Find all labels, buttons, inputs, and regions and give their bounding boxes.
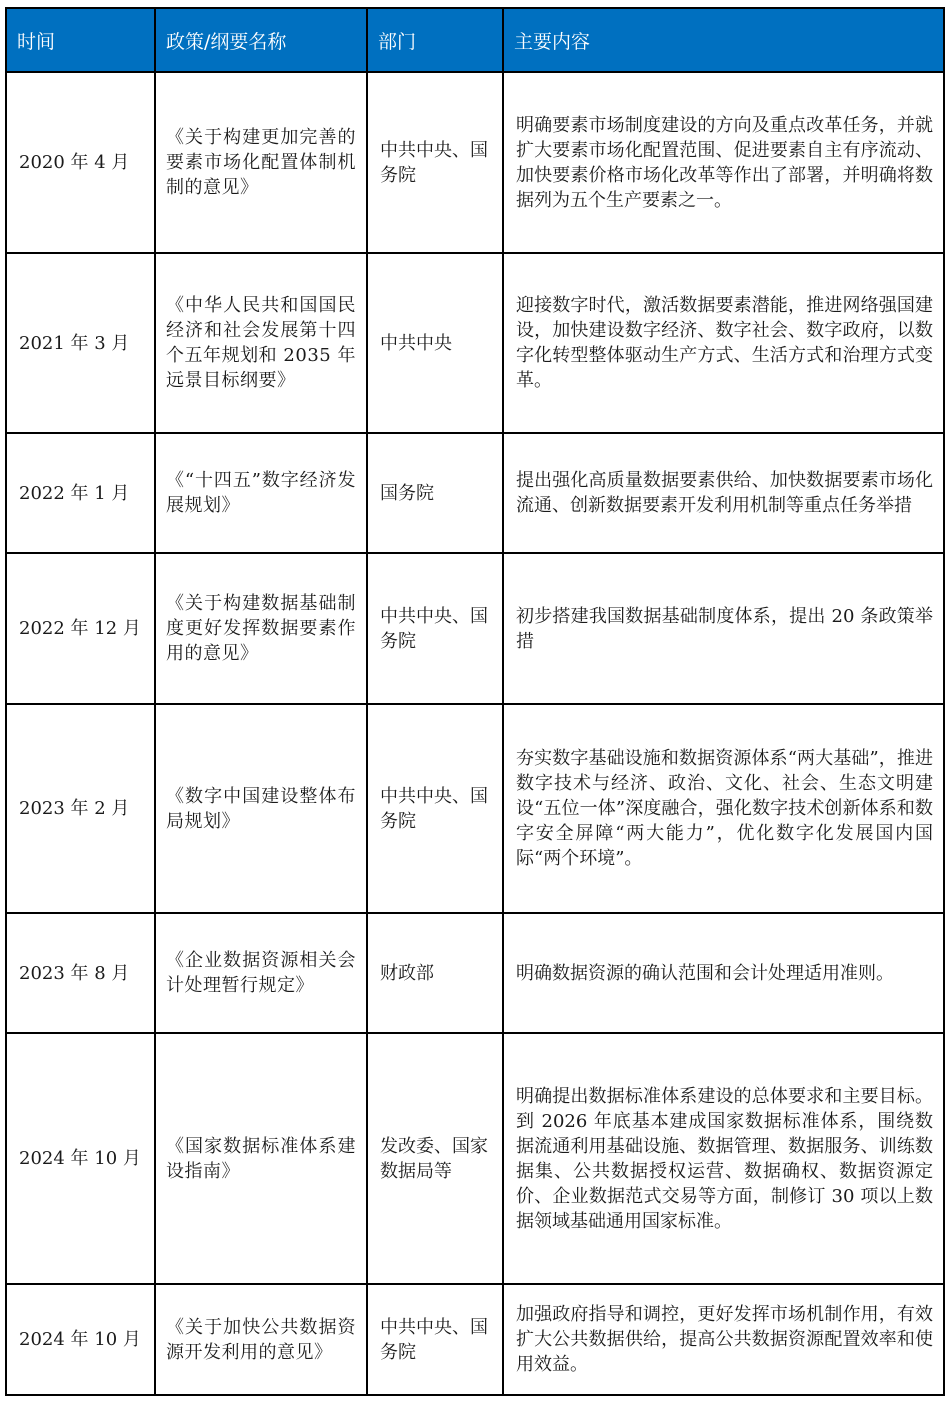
cell-department: 发改委、国家数据局等 [367, 1033, 503, 1284]
cell-policy-name: 《中华人民共和国国民经济和社会发展第十四个五年规划和 2035 年远景目标纲要》 [155, 253, 367, 433]
cell-policy-name: 《“十四五”数字经济发展规划》 [155, 433, 367, 553]
cell-department: 中共中央、国务院 [367, 553, 503, 704]
cell-department: 中共中央 [367, 253, 503, 433]
table-row [6, 1284, 944, 1395]
cell-department: 财政部 [367, 913, 503, 1033]
table-body [6, 72, 944, 1395]
cell-main-content: 夯实数字基础设施和数据资源体系“两大基础”，推进数字技术与经济、政治、文化、社会、生态文明建设“五位一体”深度融合，强化数字技术创新体系和数字安全屏障“两大能力”，优化数字化发展国内国际“两个环境”。 [503, 704, 944, 913]
cell-department: 中共中央、国务院 [367, 704, 503, 913]
cell-time: 2024 年 10 月 [6, 1284, 155, 1395]
cell-time: 2022 年 1 月 [6, 433, 155, 553]
cell-policy-name: 《关于构建数据基础制度更好发挥数据要素作用的意见》 [155, 553, 367, 704]
cell-time: 2024 年 10 月 [6, 1033, 155, 1284]
cell-time: 2020 年 4 月 [6, 72, 155, 253]
cell-main-content: 明确数据资源的确认范围和会计处理适用准则。 [503, 913, 944, 1033]
cell-department: 中共中央、国务院 [367, 1284, 503, 1395]
cell-main-content: 明确要素市场制度建设的方向及重点改革任务，并就扩大要素市场化配置范围、促进要素自主有序流动、加快要素价格市场化改革等作出了部署，并明确将数据列为五个生产要素之一。 [503, 72, 944, 253]
cell-department: 国务院 [367, 433, 503, 553]
table-row [6, 433, 944, 553]
header-time: 时间 [6, 8, 155, 72]
header-main-content: 主要内容 [503, 8, 944, 72]
table-row [6, 1033, 944, 1284]
cell-policy-name: 《关于构建更加完善的要素市场化配置体制机制的意见》 [155, 72, 367, 253]
cell-department: 中共中央、国务院 [367, 72, 503, 253]
cell-time: 2023 年 2 月 [6, 704, 155, 913]
table-row [6, 253, 944, 433]
header-policy-name: 政策/纲要名称 [155, 8, 367, 72]
cell-main-content: 初步搭建我国数据基础制度体系，提出 20 条政策举措 [503, 553, 944, 704]
cell-time: 2023 年 8 月 [6, 913, 155, 1033]
header-department: 部门 [367, 8, 503, 72]
cell-time: 2022 年 12 月 [6, 553, 155, 704]
cell-policy-name: 《国家数据标准体系建设指南》 [155, 1033, 367, 1284]
cell-main-content: 提出强化高质量数据要素供给、加快数据要素市场化流通、创新数据要素开发利用机制等重点任务举措 [503, 433, 944, 553]
table-row [6, 553, 944, 704]
table-row [6, 704, 944, 913]
cell-policy-name: 《关于加快公共数据资源开发利用的意见》 [155, 1284, 367, 1395]
cell-main-content: 迎接数字时代，激活数据要素潜能，推进网络强国建设，加快建设数字经济、数字社会、数字政府，以数字化转型整体驱动生产方式、生活方式和治理方式变革。 [503, 253, 944, 433]
cell-policy-name: 《企业数据资源相关会计处理暂行规定》 [155, 913, 367, 1033]
header-row [6, 8, 944, 72]
cell-main-content: 加强政府指导和调控，更好发挥市场机制作用，有效扩大公共数据供给，提高公共数据资源配置效率和使用效益。 [503, 1284, 944, 1395]
cell-policy-name: 《数字中国建设整体布局规划》 [155, 704, 367, 913]
table-row [6, 72, 944, 253]
policy-table [5, 7, 945, 1396]
cell-time: 2021 年 3 月 [6, 253, 155, 433]
table-header [6, 8, 944, 72]
table-row [6, 913, 944, 1033]
cell-main-content: 明确提出数据标准体系建设的总体要求和主要目标。到 2026 年底基本建成国家数据标准体系，围绕数据流通利用基础设施、数据管理、数据服务、训练数据集、公共数据授权运营、数据确权、数据资源定价、企业数据范式交易等方面，制修订 30 项以上数据领域基础通用国家标准。 [503, 1033, 944, 1284]
